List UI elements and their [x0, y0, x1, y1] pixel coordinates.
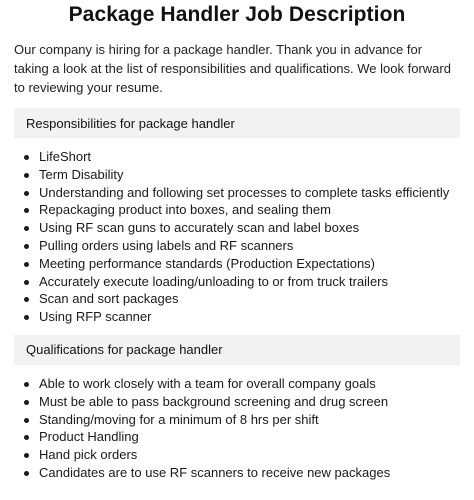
list-item [22, 201, 460, 219]
bullet-icon [24, 453, 29, 458]
list-item-text: Hand pick orders [39, 447, 138, 463]
list-item-text: Product Handling [39, 429, 139, 445]
list-item [22, 308, 460, 326]
list-item-text: Candidates are to use RF scanners to receive new packages [39, 464, 391, 480]
bullet-icon [24, 400, 29, 405]
intro-paragraph: Our company is hiring for a package handler. Thank you in advance for taking a look at the list of responsibilities and qualifications. We look forward to reviewing your resume. [14, 42, 451, 95]
bullet-icon [24, 244, 29, 249]
list-item [22, 148, 460, 166]
list-item [22, 255, 460, 273]
page-title: Package Handler Job Description [68, 3, 406, 26]
list-item [22, 428, 460, 446]
bullet-icon [24, 471, 29, 476]
list-item-text: Able to work closely with a team for overall company goals [39, 375, 376, 391]
list-item [22, 375, 460, 393]
list-item [22, 446, 460, 464]
bullet-icon [24, 297, 29, 302]
list-item-text: Using RF scan guns to accurately scan and label boxes [39, 220, 360, 236]
list-item-text: Repackaging product into boxes, and sealing them [39, 202, 331, 218]
list-item [22, 411, 460, 429]
list-item-text: Scan and sort packages [39, 291, 179, 307]
list-item-text: Pulling orders using labels and RF scanners [39, 237, 294, 253]
bullet-icon [24, 382, 29, 387]
bullet-icon [24, 262, 29, 267]
qualifications-heading: Qualifications for package handler [14, 335, 460, 365]
bullet-icon [24, 435, 29, 440]
bullet-icon [24, 191, 29, 196]
list-item-text: Standing/moving for a minimum of 8 hrs per shift [39, 411, 319, 427]
list-item-text: Using RFP scanner [39, 309, 152, 325]
list-item-text: Meeting performance standards (Production Expectations) [39, 255, 376, 271]
qualifications-list [14, 375, 460, 482]
responsibilities-heading: Responsibilities for package handler [14, 108, 460, 138]
list-item [22, 290, 460, 308]
bullet-icon [24, 208, 29, 213]
bullet-icon [24, 173, 29, 178]
list-item-text: Accurately execute loading/unloading to or from truck trailers [39, 273, 389, 289]
responsibilities-list [14, 148, 460, 326]
list-item-text: Understanding and following set processes to complete tasks efficiently [39, 184, 450, 200]
list-item [22, 464, 460, 482]
list-item [22, 219, 460, 237]
bullet-icon [24, 226, 29, 231]
list-item [22, 166, 460, 184]
bullet-icon [24, 155, 29, 160]
list-item [22, 393, 460, 411]
list-item [22, 237, 460, 255]
list-item-text: Term Disability [39, 166, 124, 182]
list-item-text: LifeShort [39, 149, 92, 164]
bullet-icon [24, 315, 29, 320]
bullet-icon [24, 280, 29, 285]
bullet-icon [24, 418, 29, 423]
list-item-text: Must be able to pass background screening and drug screen [39, 393, 389, 409]
list-item [22, 273, 460, 291]
list-item [22, 184, 460, 202]
